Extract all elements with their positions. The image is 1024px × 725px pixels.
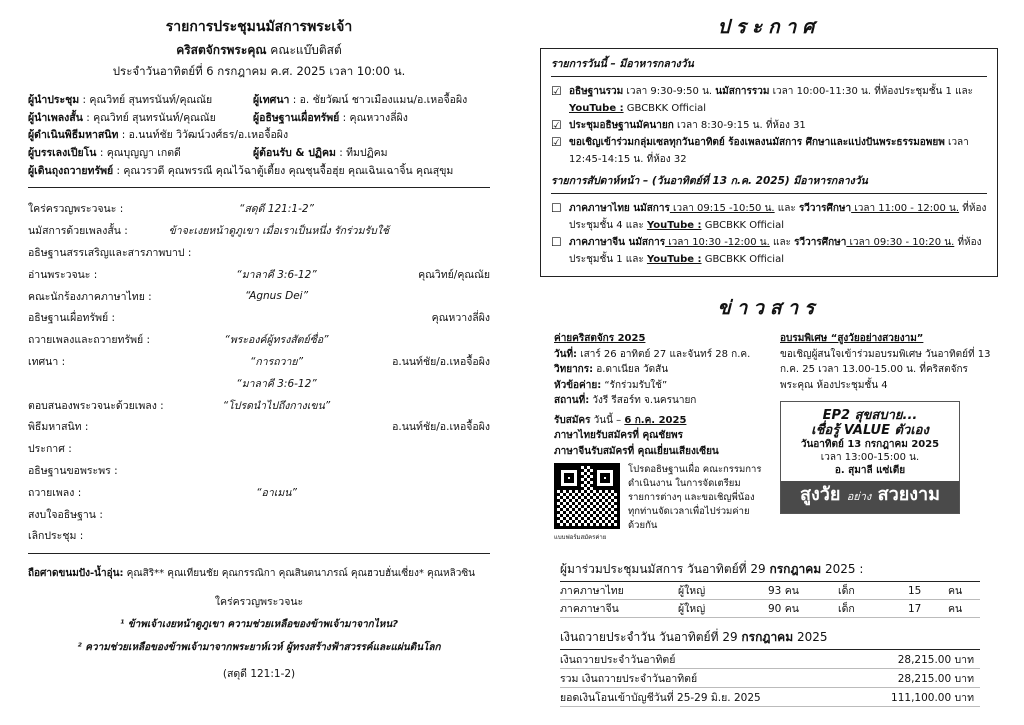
camp-thai-register: ภาษาไทยรับสมัครที่ คุณชัยพร: [554, 430, 684, 441]
camp-speaker-label: วิทยากร:: [554, 364, 594, 375]
qr-block: [554, 463, 766, 546]
role-row: [28, 109, 490, 127]
role-value: : อ. ชัยวัฒน์ ชาวเมืองแมน/อ.เหอจื้อผิง: [289, 94, 468, 107]
order-title: “การถวาย”: [249, 355, 304, 368]
role-left: [28, 109, 253, 126]
role-right: [253, 91, 490, 108]
divider: [551, 193, 987, 194]
announcement-part: ภาคภาษาจีน นมัสการ: [569, 237, 666, 248]
attendance-heading-text: ผู้มาร่วมประชุมนมัสการ วันอาทิตย์ที่ 29: [560, 562, 770, 576]
role-row: [28, 161, 490, 179]
order-label: ใคร่ครวญพระวจนะ :: [28, 203, 124, 216]
announcement-text: [569, 200, 987, 234]
next-week-heading: รายการสัปดาห์หน้า – (วันอาทิตย์ที่ 13 ก.ค. 2025) มีอาหารกลางวัน: [551, 175, 868, 187]
camp-register-deadline: 6 ก.ค. 2025: [624, 414, 687, 426]
offering-label: ยอดเงินโอนเข้าบัญชีวันที่ 25-29 มิ.ย. 2025: [560, 691, 761, 704]
order-label: นมัสการด้วยเพลงสั้น :: [28, 225, 128, 238]
camp-register: วันนี้ –: [590, 414, 625, 426]
role-value: : คุณบุญญา เกตดี: [96, 147, 181, 160]
announcement-part: GBCBKK Official: [623, 103, 707, 114]
announcement-part: และ: [774, 203, 799, 214]
role-label: ผู้นำเพลงสั้น: [28, 111, 83, 124]
attendance-cell: 17: [908, 602, 922, 615]
divider: [551, 76, 987, 77]
order-person: อ.นนท์ชัย/อ.เหอจื้อผิง: [392, 355, 490, 368]
announcement-part: ประชุมอธิษฐานมัคนายก: [569, 120, 674, 131]
order-item: [28, 285, 490, 307]
service-date: ประจำวันอาทิตย์ที่ 6 กรกฎาคม ค.ศ. 2025 เวลา 10:00 น.: [112, 64, 406, 78]
order-item: [28, 198, 490, 220]
order-person: คุณวิทย์/คุณณัย: [418, 268, 490, 281]
announcement-item: [551, 234, 987, 268]
offering-amount: 28,215.00 บาท: [897, 672, 974, 685]
role-value: : คุณวิทย์ สุนทรนันท์/คุณณัย: [79, 94, 213, 107]
banner-line-1: EP2 สุขสบาย...: [822, 408, 918, 423]
qr-text: โปรดอธิษฐานเผื่อ คณะกรรมการดำเนินงาน ในการจัดเตรียมรายการต่างๆ และขอเชิญพี่น้องทุกท่านจัดเวลาเพื่อไปร่วมค่ายด้วยกัน: [628, 464, 762, 531]
church-name-rest: คณะแบ๊บติสต์: [266, 43, 342, 57]
banner-word-1: สูงวัย: [799, 484, 841, 505]
camp-topic: “รักร่วมรับใช้”: [601, 379, 668, 391]
camp-place: วังรี รีสอร์ท จ.นครนายก: [589, 395, 697, 406]
church-camp: [540, 331, 766, 546]
snack-text: คุณสิริ** คุณเทียนชัย คุณกรรณิกา คุณสินตนาภรณ์ คุณฮวบฮั่นเซี่ยง* คุณหลิวซิน: [123, 567, 475, 579]
order-item: [28, 220, 490, 242]
announcement-part: นมัสการรวม: [715, 86, 770, 97]
announcement-item: [551, 83, 987, 117]
seminar: [766, 331, 998, 546]
announcement-item: [551, 134, 987, 168]
order-label: อธิษฐานขอพระพร :: [28, 464, 118, 477]
order-of-service: [28, 198, 490, 547]
order-item: [28, 416, 490, 438]
announcement-part: ที่ห้องประชุมชั้น 1 และ: [569, 237, 982, 265]
verse-line-2: ² ความช่วยเหลือของข้าพเจ้ามาจากพระยาห์เวห์ ผู้ทรงสร้างฟ้าสวรรค์และแผ่นดินโลก: [77, 641, 441, 653]
next-week-items: [551, 200, 987, 268]
role-label: ผู้นำประชุม: [28, 94, 80, 107]
seminar-banner: [780, 401, 960, 514]
order-person: อ.นนท์ชัย/อ.เหอจื้อผิง: [392, 421, 490, 434]
attendance-cell: ภาคภาษาจีน: [560, 603, 619, 615]
role-row: [28, 126, 490, 144]
camp-speaker: อ.ดาเนียล วัดสัน: [593, 364, 669, 375]
order-item: [28, 372, 490, 394]
announcement-part: เวลา 10:30 -12:00 น.: [665, 237, 770, 248]
today-heading: รายการวันนี้ – มีอาหารกลางวัน: [551, 58, 694, 70]
attendance-cell: คน: [948, 603, 963, 615]
checked-box-icon: ☑: [551, 84, 562, 98]
role-label: ผู้บรรเลงเปียโน: [28, 147, 97, 160]
role-left: [28, 144, 253, 161]
announcement-part: เวลา 12:45-14:15 น. ที่ห้อง 32: [569, 137, 969, 165]
role-left: [28, 126, 288, 143]
camp-heading: ค่ายคริสตจักร 2025: [554, 333, 646, 344]
role-value: : ทีมปฏิคม: [335, 147, 388, 160]
role-label: ผู้อธิษฐานเผื่อทรัพย์: [253, 111, 340, 124]
offering-row: [560, 669, 980, 688]
attendance-cell: ผู้ใหญ่: [678, 603, 706, 615]
attendance-cell: 15: [908, 584, 922, 597]
verse-reference: (สดุดี 121:1-2): [222, 667, 296, 680]
offering-heading-end: 2025: [793, 630, 828, 644]
banner-date: วันอาทิตย์ 13 กรกฎาคม 2025: [800, 439, 940, 450]
order-item: [28, 307, 490, 329]
announcement-part: เวลา 8:30-9:15 น. ที่ห้อง 31: [673, 120, 806, 131]
order-label: พิธีมหาสนิท :: [28, 421, 89, 434]
announcement-part: YouTube :: [646, 254, 702, 265]
announcement-part: เวลา 9:30-9:50 น.: [623, 86, 716, 97]
order-title: “Agnus Dei”: [244, 290, 309, 303]
attendance-cell: เด็ก: [838, 585, 855, 597]
roles-list: [28, 91, 490, 179]
attendance-cell: ภาคภาษาไทย: [560, 585, 624, 597]
role-label: ผู้ดำเนินพิธีมหาสนิท: [28, 129, 119, 142]
order-item: [28, 460, 490, 482]
order-item: [28, 481, 490, 503]
banner-footer: [781, 481, 959, 513]
role-row: [28, 144, 490, 162]
announcements-column: [540, 12, 998, 546]
announcement-part: GBCBKK Official: [701, 220, 784, 231]
role-label: ผู้เดินถุงถวายทรัพย์: [28, 164, 114, 177]
order-label: ตอบสนองพระวจนะด้วยเพลง :: [28, 399, 164, 412]
order-title: “สดุดี 121:1-2”: [239, 203, 314, 216]
order-label: ประกาศ :: [28, 443, 72, 456]
order-title: “มาลาคี 3:6-12”: [236, 268, 317, 281]
order-person: คุณหวางลี่ผิง: [431, 312, 490, 325]
announcement-part: YouTube :: [646, 220, 702, 231]
qr-code-icon[interactable]: [554, 463, 620, 529]
role-left: [28, 162, 453, 179]
announcement-part: เวลา 11:00 - 12:00 น.: [851, 203, 960, 214]
role-value: : คุณวรวดี คุณพรรณี คุณไว้ฉาตู้เตี้ยง คุณชุนจื้อฮุ่ย คุณเฉินเฉาจิ้น คุณสุขุม: [113, 164, 454, 177]
announcement-item: [551, 117, 987, 134]
role-value: : คุณหวางลี่ผิง: [339, 111, 408, 124]
offering-amount: 28,215.00 บาท: [897, 653, 974, 666]
announcement-text: [569, 234, 987, 268]
snack-label: ถือศาดขนมปัง-น้ำอุ่น:: [28, 567, 124, 579]
attendance-cell: 93 คน: [768, 585, 799, 597]
order-title: “มาลาคี 3:6-12”: [236, 377, 317, 390]
camp-topic-label: หัวข้อค่าย:: [554, 379, 602, 391]
order-item: [28, 438, 490, 460]
banner-speaker: อ. สุมาลี แซ่เตีย: [834, 465, 906, 476]
banner-line-2: เชื่อรู้ VALUE ตัวเอง: [811, 423, 929, 438]
announcements-title: ประกาศ: [717, 16, 821, 38]
order-label: อ่านพระวจนะ :: [28, 268, 98, 281]
announcement-part: รวีวารศึกษา: [794, 237, 847, 248]
role-label: ผู้ต้อนรับ & ปฏิคม: [253, 147, 336, 160]
announcement-text: [569, 134, 987, 168]
order-label: อธิษฐานสรรเสริญและสารภาพบาป :: [28, 246, 192, 259]
order-label: เลิกประชุม :: [28, 530, 84, 543]
order-title: “อาเมน”: [256, 486, 297, 499]
attendance-cell: คน: [948, 585, 963, 597]
offering-heading-text: เงินถวายประจำวัน วันอาทิตย์ที่ 29: [560, 630, 742, 644]
role-right: [253, 109, 490, 126]
camp-chinese-register: ภาษาจีนรับสมัครที่ คุณเยี่ยนเสียงเซียน: [554, 445, 719, 457]
attendance-row: [560, 582, 980, 600]
offering-label: เงินถวายประจำวันอาทิตย์: [560, 653, 676, 666]
qr-container: [554, 463, 620, 546]
order-item: [28, 525, 490, 547]
order-item: [28, 394, 490, 416]
camp-date-label: วันที่:: [554, 348, 578, 360]
role-row: [28, 91, 490, 109]
order-label: คณะนักร้องภาคภาษาไทย :: [28, 290, 152, 303]
offering-rows: [560, 650, 980, 707]
seminar-heading: อบรมพิเศษ “สูงวัยอย่างสวยงาม”: [780, 333, 924, 344]
camp-place-label: สถานที่:: [554, 395, 590, 406]
order-label: อธิษฐานเผื่อทรัพย์ :: [28, 312, 116, 325]
banner-word-2: สวยงาม: [877, 484, 940, 505]
order-title: ข้าจะเงยหน้าดูภูเขา เมื่อเราเป็นหนึ่ง รักร่วมรับใช้: [168, 225, 390, 238]
order-label: สงบใจอธิษฐาน :: [28, 508, 103, 521]
role-right: [253, 144, 490, 161]
role-label: ผู้เทศนา: [253, 94, 290, 107]
announcement-part: รวีวารศึกษา: [798, 203, 852, 214]
checked-box-icon: ☑: [551, 135, 562, 149]
church-name: [28, 41, 490, 60]
church-name-bold: คริสตจักรพระคุณ: [176, 43, 267, 57]
order-item: [28, 503, 490, 525]
announcements-box: [540, 48, 998, 277]
offering-heading-month: กรกฎาคม: [741, 630, 794, 644]
banner-time: เวลา 13:00-15:00 น.: [820, 452, 920, 463]
announcement-part: ภาคภาษาไทย นมัสการ: [569, 203, 670, 214]
attendance-row: [560, 600, 980, 618]
banner-word-mid: อย่าง: [846, 490, 872, 503]
announcement-text: [569, 117, 987, 134]
divider: [28, 553, 490, 554]
attendance-cell: 90 คน: [768, 603, 799, 615]
announcement-item: [551, 200, 987, 234]
verse-title: ใคร่ครวญพระวจนะ: [214, 595, 304, 608]
announcement-part: เวลา 10:00-11:30 น. ที่ห้องประชุมชั้น 1 และ: [769, 86, 974, 97]
attendance-rows: [560, 582, 980, 618]
attendance-heading-end: 2025 :: [821, 562, 864, 576]
news-section: [540, 331, 998, 546]
camp-date: เสาร์ 26 อาทิตย์ 27 และจันทร์ 28 ก.ค.: [577, 348, 751, 360]
announcement-part: ขอเชิญเข้าร่วมกลุ่มเซลทุกวันอาทิตย์ ร้องเพลงนมัสการ ศึกษาและแบ่งปันพระธรรมอพยพ: [569, 137, 945, 148]
announcement-text: [569, 83, 987, 117]
order-item: [28, 263, 490, 285]
verse-line-1: ¹ ข้าพเจ้าเงยหน้าดูภูเขา ความช่วยเหลือของข้าพเจ้ามาจากไหน?: [119, 618, 398, 630]
attendance-cell: เด็ก: [838, 603, 855, 615]
offering-amount: 111,100.00 บาท: [891, 691, 974, 704]
announcement-part: อธิษฐานรวม: [569, 86, 624, 97]
offering-row: [560, 688, 980, 707]
unchecked-box-icon: ☐: [551, 235, 562, 249]
order-label: เทศนา :: [28, 355, 66, 368]
offering-label: รวม เงินถวายประจำวันอาทิตย์: [560, 672, 698, 685]
banner-top: [781, 402, 959, 481]
role-left: [28, 91, 253, 108]
checked-box-icon: ☑: [551, 118, 562, 132]
announcement-part: เวลา 09:30 - 10:20 น.: [846, 237, 955, 248]
seminar-text: ขอเชิญผู้สนใจเข้าร่วมอบรมพิเศษ วันอาทิตย์ที่ 13 ก.ค. 25 เวลา 13.00-15.00 น. ที่คริสตจักรพระคุณ ห้องประชุมชั้น 4: [780, 348, 991, 391]
announcement-part: GBCBKK Official: [701, 254, 784, 265]
page-title: รายการประชุมนมัสการพระเจ้า: [165, 19, 353, 35]
statistics: [560, 560, 980, 707]
snack-duty: [28, 566, 490, 581]
announcement-part: YouTube :: [569, 103, 624, 114]
qr-caption: แบบฟอร์มสมัครค่าย: [554, 534, 607, 541]
today-items: [551, 83, 987, 168]
attendance-heading-month: กรกฎาคม: [769, 562, 822, 576]
divider: [28, 187, 490, 188]
order-label: ถวายเพลง :: [28, 486, 82, 499]
offering-heading: [560, 628, 980, 650]
offering-row: [560, 650, 980, 669]
order-title: “โปรดนำไปถึงกางเขน”: [222, 399, 331, 412]
order-item: [28, 329, 490, 351]
order-label: ถวายเพลงและถวายทรัพย์ :: [28, 334, 151, 347]
unchecked-box-icon: ☐: [551, 201, 562, 215]
role-value: : คุณวิทย์ สุนทรนันท์/คุณณัย: [82, 111, 216, 124]
camp-register-label: รับสมัคร: [554, 414, 591, 426]
order-item: [28, 351, 490, 373]
attendance-cell: ผู้ใหญ่: [678, 585, 706, 597]
announcement-part: และ: [769, 237, 795, 248]
news-title: ข่าวสาร: [717, 297, 821, 319]
attendance-heading: [560, 560, 980, 582]
order-item: [28, 242, 490, 264]
announcement-part: ที่ห้องประชุมชั้น 4 และ: [569, 203, 987, 231]
role-value: : อ.นนท์ชัย วิวัฒน์วงศ์ธร/อ.เหอจื้อผิง: [118, 129, 289, 142]
order-title: “พระองค์ผู้ทรงสัตย์ซื่อ”: [224, 334, 329, 347]
worship-order-column: [28, 16, 490, 682]
announcement-part: เวลา 09:15 -10:50 น.: [669, 203, 775, 214]
